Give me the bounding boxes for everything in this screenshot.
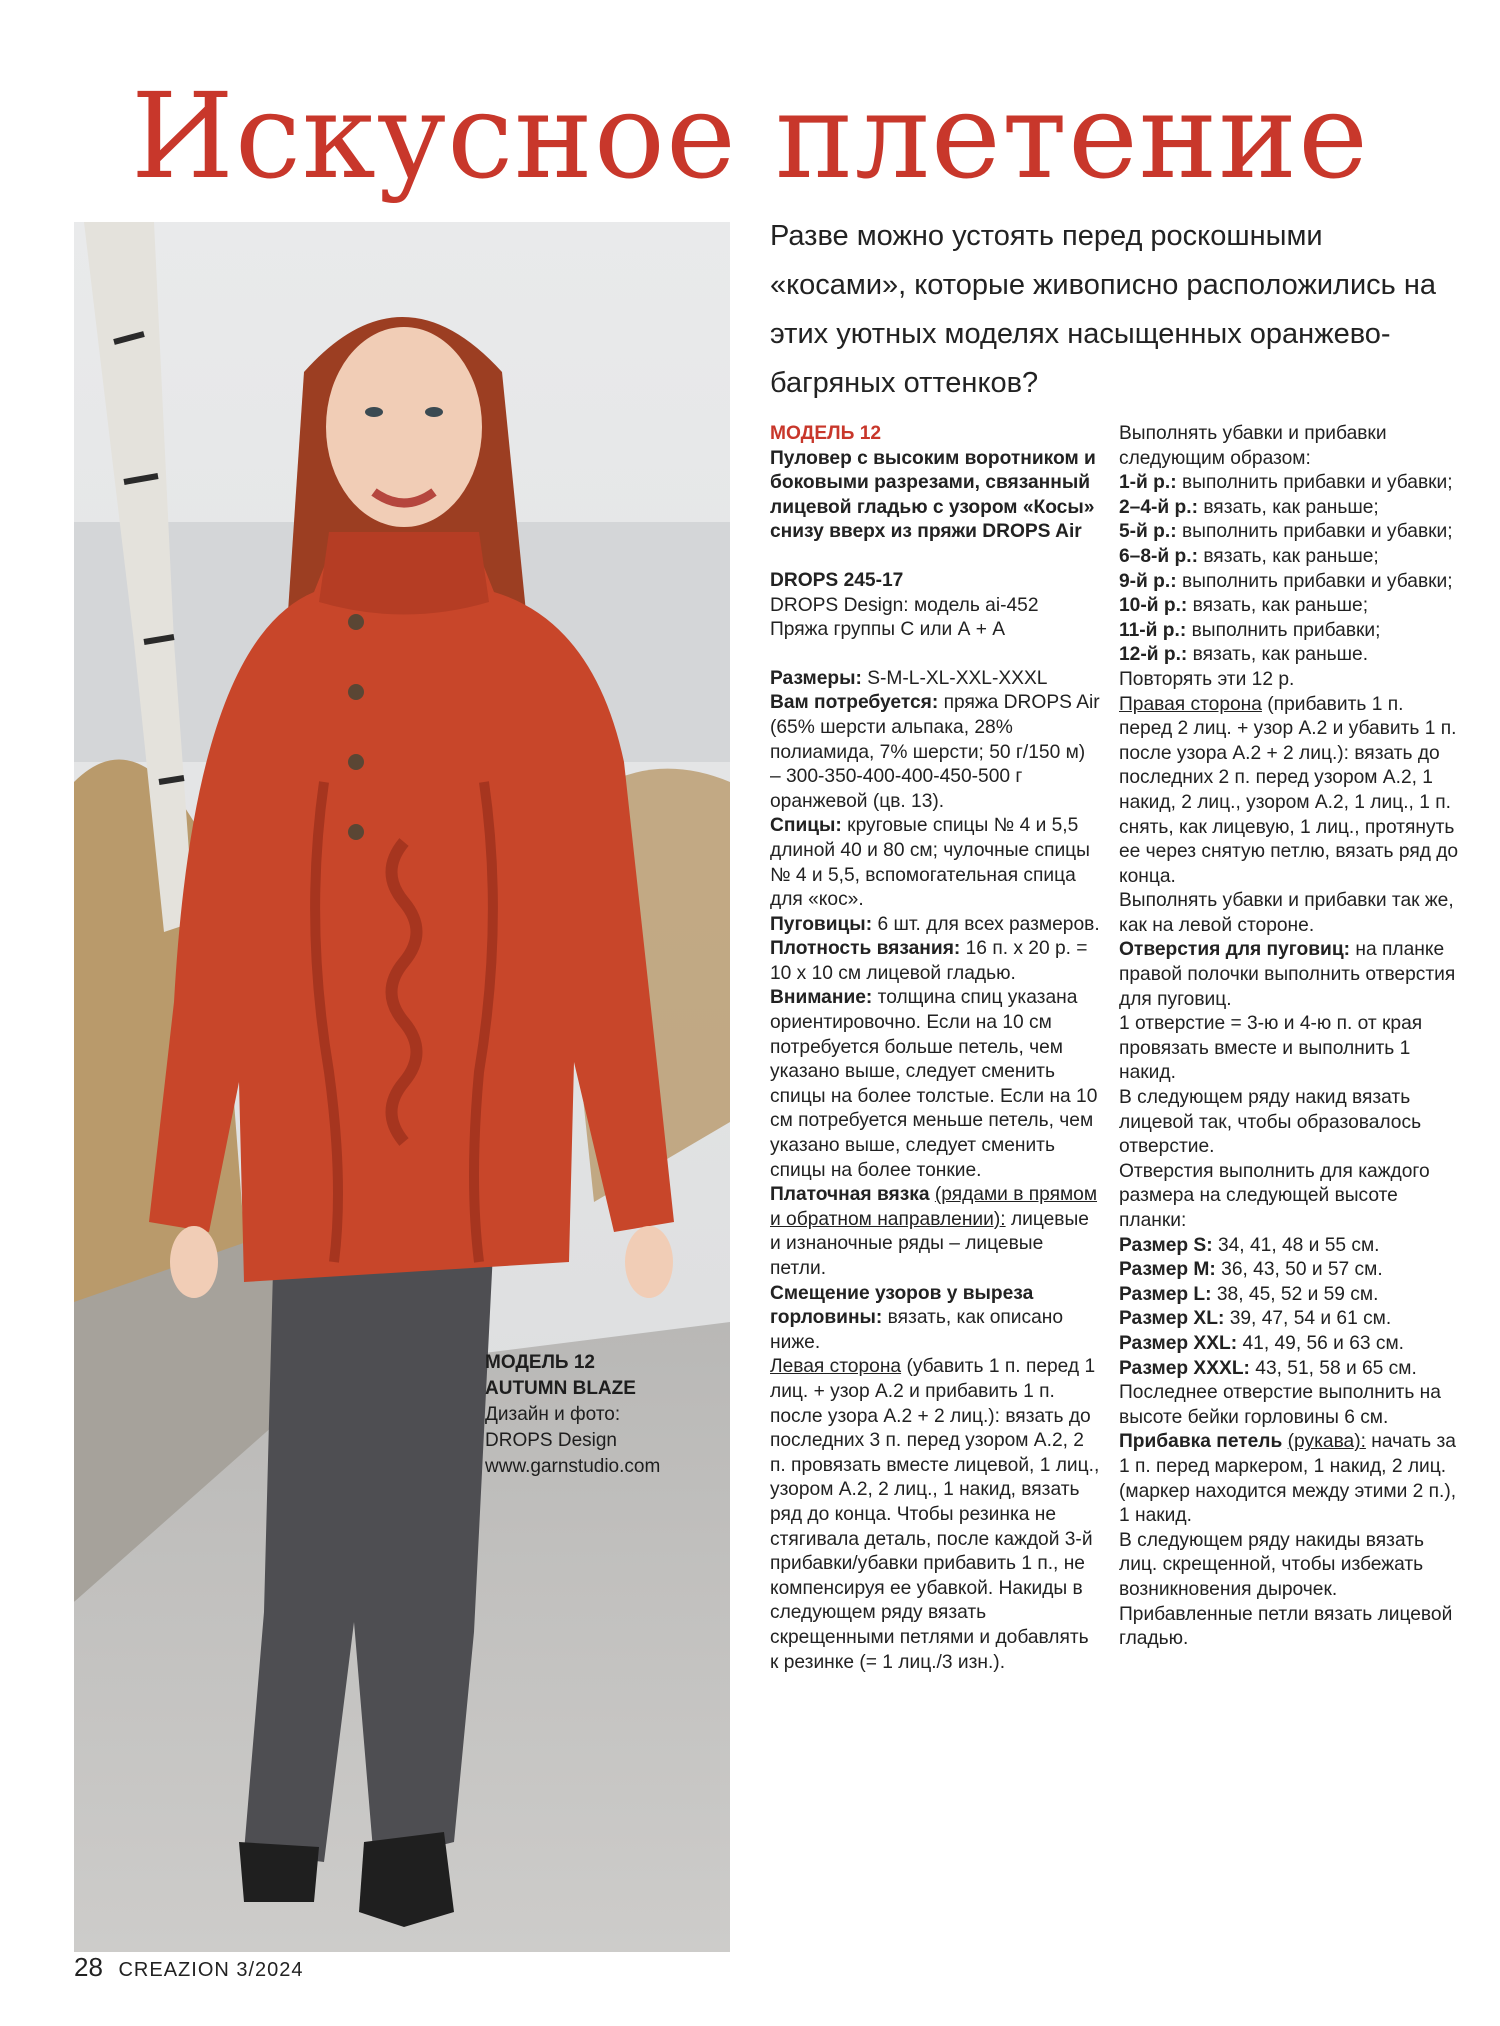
caption-model: МОДЕЛЬ 12 (485, 1352, 595, 1373)
row-step: 5-й р.: выполнить прибавки и убавки; (1119, 521, 1453, 543)
photo-caption (485, 1350, 660, 1480)
lead-paragraph: Разве можно устоять перед роскошными «косами», которые живописно расположились на этих уютных моделях насыщенных оранжево-багряных оттенков? (770, 220, 1436, 399)
model-description: Пуловер с высоким воротником и боковыми разрезами, связанный лицевой гладью с узором «Косы» снизу вверх из пряжи DROPS Air (770, 447, 1096, 543)
row-step: 12-й р.: вязать, как раньше. (1119, 644, 1369, 666)
instructions-column-1 (770, 422, 1100, 1675)
page-footer (74, 1952, 304, 1983)
row-step: 6–8-й р.: вязать, как раньше; (1119, 545, 1379, 567)
hole-definition: 1 отверстие = 3-ю и 4-ю п. от края провязать вместе и выполнить 1 накид. (1119, 1013, 1423, 1084)
sizes: Размеры: S-M-L-XL-XXL-XXXL (770, 667, 1048, 689)
rows-intro: Выполнять убавки и прибавки следующим образом: (1119, 423, 1387, 469)
model-label: МОДЕЛЬ 12 (770, 423, 882, 444)
size-row: Размер XXXL: 43, 51, 58 и 65 см. (1119, 1357, 1417, 1379)
pattern-code: DROPS 245-17 (770, 569, 904, 591)
row-step: 10-й р.: вязать, как раньше; (1119, 595, 1369, 617)
buttons: Пуговицы: 6 шт. для всех размеров. (770, 913, 1100, 935)
garter-stitch: Платочная вязка (рядами в прямом и обратном направлении): лицевые и изнаночные ряды – лицевые петли. (770, 1184, 1098, 1279)
left-side: Левая сторона (убавить 1 п. перед 1 лиц. + узор А.2 и прибавить 1 п. после узора А.2 + 2 лиц.): вязать до последних 3 п. перед узором А.2, 2 п. провязать вместе лицевой, 1 лиц., узором А.2, 2 лиц., 1 накид, вязать ряд до конца. Чтобы резинка не стягивала деталь, после каждой 3-й прибавки/убавки прибавить 1 п., не компенсируя ее убавкой. Накиды в следующем ряду вязать скрещенными петлями и добавлять к резинке (= 1 лиц./3 изн.). (770, 1356, 1100, 1673)
size-row: Размер XXL: 41, 49, 56 и 63 см. (1119, 1332, 1405, 1354)
needles: Спицы: круговые спицы № 4 и 5,5 длиной 40 и 80 см; чулочные спицы № 4 и 5,5, вспомогательная спица для «кос». (770, 815, 1090, 911)
row-step: 2–4-й р.: вязать, как раньше; (1119, 496, 1379, 518)
next-row: В следующем ряду накид вязать лицевой так, чтобы образовалось отверстие. (1119, 1087, 1422, 1158)
model-photo (74, 222, 730, 1952)
row-step: 11-й р.: выполнить прибавки; (1119, 619, 1381, 641)
next-row-2: В следующем ряду накиды вязать лиц. скрещенной, чтобы избежать возникновения дырочек. Прибавленные петли вязать лицевой гладью. (1119, 1529, 1453, 1650)
caption-designer: DROPS Design (485, 1430, 617, 1451)
repeat-rows: Повторять эти 12 р. (1119, 668, 1295, 690)
magazine-issue: CREAZION 3/2024 (118, 1959, 304, 1981)
page-title: Искусное плетение (131, 67, 1369, 205)
same-as-left: Выполнять убавки и прибавки так же, как на левой стороне. (1119, 890, 1454, 936)
pattern-shift: Смещение узоров у выреза горловины: вязать, как описано ниже. (770, 1282, 1064, 1353)
increase: Прибавка петель (рукава): начать за 1 п. перед маркером, 1 накид, 2 лиц. (маркер находится между этими 2 п.), 1 накид. (1119, 1431, 1457, 1527)
caption-credit: Дизайн и фото: (485, 1404, 621, 1425)
buttonholes: Отверстия для пуговиц: на планке правой полочки выполнить отверстия для пуговиц. (1119, 939, 1456, 1010)
yarn-group: Пряжа группы С или А + А (770, 619, 1006, 641)
size-row: Размер M: 36, 43, 50 и 57 см. (1119, 1259, 1383, 1281)
design-line: DROPS Design: модель ai-452 (770, 594, 1039, 616)
per-size: Отверстия выполнить для каждого размера на следующей высоте планки: (1119, 1160, 1430, 1231)
size-row: Размер XL: 39, 47, 54 и 61 см. (1119, 1308, 1392, 1330)
caption-name: AUTUMN BLAZE (485, 1378, 636, 1399)
page-number: 28 (74, 1952, 103, 1982)
attention: Внимание: толщина спиц указана ориентировочно. Если на 10 см потребуется больше петель, чем указано выше, следует сменить спицы на более толстые. Если на 10 см потребуется меньше петель, чем указано выше, следует сменить спицы на более тонкие. (770, 987, 1098, 1181)
last-hole: Последнее отверстие выполнить на высоте бейки горловины 6 см. (1119, 1382, 1441, 1428)
row-step: 1-й р.: выполнить прибавки и убавки; (1119, 472, 1453, 494)
materials: Вам потребуется: пряжа DROPS Air (65% шерсти альпака, 28% полиамида, 7% шерсти; 50 г/150 м) – 300-350-400-400-450-500 г оранжевой (цв. 13). (770, 692, 1100, 812)
size-row: Размер L: 38, 45, 52 и 59 см. (1119, 1283, 1379, 1305)
instructions-column-2 (1119, 422, 1459, 1652)
caption-url[interactable]: www.garnstudio.com (485, 1456, 661, 1477)
row-step: 9-й р.: выполнить прибавки и убавки; (1119, 570, 1453, 592)
density: Плотность вязания: 16 п. х 20 р. = 10 х 10 см лицевой гладью. (770, 938, 1088, 984)
right-side: Правая сторона (прибавить 1 п. перед 2 лиц. + узор А.2 и убавить 1 п. после узора А.2 + 2 лиц.): вязать до последних 2 п. перед узором А.2, 1 накид, 2 лиц., узором А.2, 1 лиц., 1 п. снять, как лицевую, 1 лиц., протянуть ее через снятую петлю, вязать ряд до конца. (1119, 693, 1459, 887)
size-row: Размер S: 34, 41, 48 и 55 см. (1119, 1234, 1380, 1256)
